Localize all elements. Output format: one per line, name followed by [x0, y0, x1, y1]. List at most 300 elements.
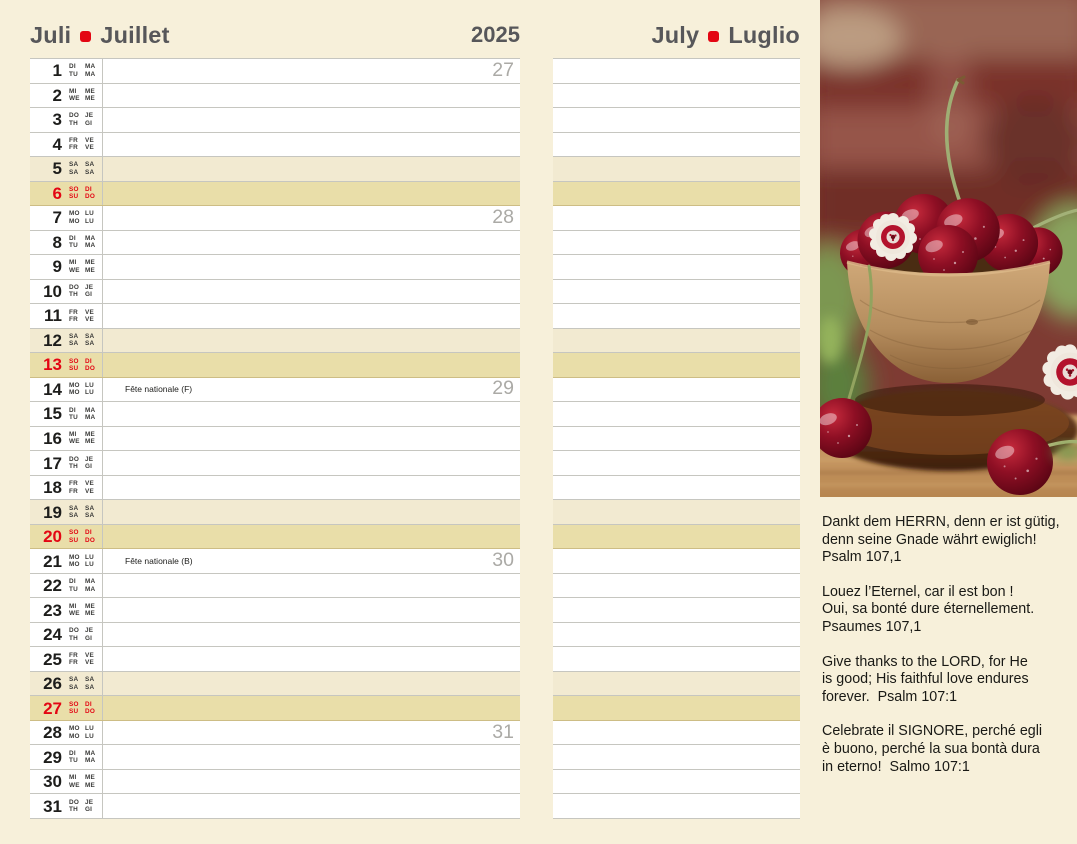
- weekday-abbreviations: [69, 284, 101, 299]
- notes-row[interactable]: [553, 280, 800, 305]
- weekday-abbr-it: DO: [85, 708, 95, 716]
- weekday-abbr-en: FR: [69, 144, 78, 152]
- day-cell: [30, 402, 103, 426]
- weekday-abbr-fr: DI: [85, 700, 92, 708]
- note-area[interactable]: [103, 206, 520, 230]
- quote-reference: forever. Psalm 107:1: [822, 688, 958, 705]
- month-title-italian: Luglio: [728, 21, 800, 48]
- day-number: 16: [43, 428, 62, 448]
- weekday-abbr-en: TH: [69, 806, 78, 814]
- notes-row[interactable]: [553, 329, 800, 354]
- notes-row[interactable]: [553, 574, 800, 599]
- day-cell: [30, 182, 103, 206]
- weekday-abbr-it: DO: [85, 193, 95, 201]
- weekday-abbreviations: [69, 63, 101, 78]
- note-area[interactable]: [103, 721, 520, 745]
- weekday-abbr-it: MA: [85, 242, 96, 250]
- weekday-abbr-it: ME: [85, 266, 95, 274]
- header-left: [30, 19, 170, 51]
- weekday-abbreviations: [69, 259, 101, 274]
- note-area[interactable]: [103, 84, 520, 108]
- weekday-abbreviations: [69, 235, 101, 250]
- notes-row[interactable]: [553, 794, 800, 819]
- day-cell: [30, 525, 103, 549]
- weekday-abbr-en: SU: [69, 536, 79, 544]
- day-cell: [30, 794, 103, 818]
- weekday-abbr-de: FR: [69, 308, 78, 316]
- day-number: 25: [43, 649, 62, 669]
- day-cell: [30, 108, 103, 132]
- note-area[interactable]: [103, 231, 520, 255]
- weekday-abbr-en: MO: [69, 389, 80, 397]
- day-cell: [30, 304, 103, 328]
- day-cell: [30, 231, 103, 255]
- day-number: 21: [43, 551, 62, 571]
- day-number: 23: [43, 600, 62, 620]
- calendar-row: [30, 304, 520, 329]
- day-number: 24: [43, 625, 62, 645]
- notes-row[interactable]: [553, 721, 800, 746]
- weekday-abbr-de: SA: [69, 676, 79, 684]
- weekday-abbr-fr: MA: [85, 63, 96, 71]
- weekday-abbr-en: TU: [69, 757, 78, 765]
- calendar-row: [30, 770, 520, 795]
- note-area[interactable]: [103, 59, 520, 83]
- notes-row[interactable]: [553, 427, 800, 452]
- weekday-abbr-fr: SA: [85, 161, 95, 169]
- day-cell: [30, 329, 103, 353]
- weekday-abbr-de: MO: [69, 553, 80, 561]
- day-number: 12: [43, 330, 62, 350]
- weekday-abbr-en: WE: [69, 610, 80, 618]
- weekday-abbr-de: MO: [69, 210, 80, 218]
- calendar-row: [30, 623, 520, 648]
- note-area[interactable]: [103, 280, 520, 304]
- weekday-abbr-fr: SA: [85, 333, 95, 341]
- notes-row[interactable]: [553, 549, 800, 574]
- notes-row[interactable]: [553, 647, 800, 672]
- notes-row[interactable]: [553, 231, 800, 256]
- weekday-abbr-de: DO: [69, 455, 79, 463]
- note-area[interactable]: [103, 623, 520, 647]
- calendar-row: [30, 402, 520, 427]
- notes-row[interactable]: [553, 59, 800, 84]
- weekday-abbr-en: TU: [69, 70, 78, 78]
- calendar-row: [30, 574, 520, 599]
- weekday-abbr-fr: ME: [85, 431, 95, 439]
- weekday-abbreviations: [69, 456, 101, 471]
- calendar-row: [30, 794, 520, 819]
- day-number: 17: [43, 453, 62, 473]
- weekday-abbreviations: [69, 652, 101, 667]
- weekday-abbr-en: TH: [69, 463, 78, 470]
- day-cell: [30, 378, 103, 402]
- weekday-abbreviations: [69, 480, 101, 495]
- day-cell: [30, 672, 103, 696]
- note-area[interactable]: [103, 696, 520, 720]
- notes-row[interactable]: [553, 157, 800, 182]
- weekday-abbreviations: [69, 799, 101, 814]
- day-number: 14: [43, 379, 62, 399]
- weekday-abbr-it: VE: [85, 144, 94, 152]
- day-cell: [30, 427, 103, 451]
- weekday-abbr-de: DO: [69, 627, 79, 635]
- weekday-abbr-fr: ME: [85, 774, 95, 782]
- notes-row[interactable]: [553, 378, 800, 403]
- day-cell: [30, 598, 103, 622]
- calendar-row: [30, 206, 520, 231]
- notes-row[interactable]: [553, 182, 800, 207]
- weekday-abbr-en: SU: [69, 708, 79, 716]
- weekday-abbr-de: SA: [69, 161, 79, 169]
- note-area[interactable]: [103, 672, 520, 696]
- weekday-abbr-fr: ME: [85, 87, 95, 95]
- weekday-abbr-de: MI: [69, 259, 77, 267]
- note-area[interactable]: [103, 378, 520, 402]
- notes-row[interactable]: [553, 525, 800, 550]
- weekday-abbr-de: DI: [69, 63, 76, 71]
- notes-row[interactable]: [553, 255, 800, 280]
- quote-italian: [822, 723, 1075, 776]
- calendar-row: [30, 280, 520, 305]
- note-area[interactable]: [103, 108, 520, 132]
- note-area[interactable]: [103, 451, 520, 475]
- weekday-abbreviations: [69, 431, 101, 446]
- note-area[interactable]: [103, 353, 520, 377]
- day-cell: [30, 133, 103, 157]
- day-cell: [30, 574, 103, 598]
- weekday-abbreviations: [69, 750, 101, 765]
- note-area[interactable]: [103, 329, 520, 353]
- day-cell: [30, 353, 103, 377]
- weekday-abbr-it: VE: [85, 659, 94, 667]
- weekday-abbr-en: SA: [69, 512, 79, 520]
- note-area[interactable]: [103, 427, 520, 451]
- weekday-abbr-it: LU: [85, 217, 94, 225]
- note-area[interactable]: [103, 255, 520, 279]
- note-area[interactable]: [103, 157, 520, 181]
- notes-row[interactable]: [553, 598, 800, 623]
- quote-line: è buono, perché la sua bontà dura: [822, 740, 1040, 757]
- weekday-abbr-en: SA: [69, 683, 79, 691]
- calendar-grid: [30, 58, 520, 819]
- note-area[interactable]: [103, 647, 520, 671]
- weekday-abbr-it: GI: [85, 806, 93, 814]
- weekday-abbr-de: FR: [69, 136, 78, 144]
- note-area[interactable]: [103, 549, 520, 573]
- note-area[interactable]: [103, 745, 520, 769]
- quote-line: is good; His faithful love endures: [822, 671, 1029, 688]
- day-number: 11: [44, 306, 62, 326]
- notes-row[interactable]: [553, 770, 800, 795]
- calendar-row: [30, 451, 520, 476]
- weekday-abbr-it: VE: [85, 487, 94, 495]
- day-number: 8: [52, 232, 62, 252]
- week-number: 27: [492, 58, 514, 81]
- note-area[interactable]: [103, 476, 520, 500]
- weekday-abbr-it: LU: [85, 561, 94, 569]
- weekday-abbr-de: DO: [69, 798, 79, 806]
- weekday-abbreviations: [69, 529, 101, 544]
- year-label: 2025: [471, 22, 520, 47]
- weekday-abbreviations: [69, 137, 101, 152]
- weekday-abbr-fr: JE: [85, 283, 94, 291]
- weekday-abbr-de: DI: [69, 406, 76, 414]
- weekday-abbreviations: [69, 333, 101, 348]
- notes-row[interactable]: [553, 84, 800, 109]
- weekday-abbr-en: TH: [69, 119, 78, 127]
- day-cell: [30, 696, 103, 720]
- weekday-abbr-de: DI: [69, 578, 76, 586]
- weekday-abbreviations: [69, 725, 101, 740]
- day-number: 6: [52, 183, 62, 203]
- month-title-french: Juillet: [100, 21, 170, 48]
- day-number: 29: [43, 747, 62, 767]
- calendar-row: [30, 59, 520, 84]
- note-area[interactable]: [103, 598, 520, 622]
- day-number: 18: [43, 478, 62, 498]
- weekday-abbr-fr: DI: [85, 529, 92, 537]
- day-number: 20: [43, 527, 62, 547]
- weekday-abbr-en: TH: [69, 291, 78, 299]
- weekday-abbr-en: TU: [69, 413, 78, 421]
- calendar-row: [30, 84, 520, 109]
- calendar-row: [30, 500, 520, 525]
- weekday-abbr-en: FR: [69, 659, 78, 667]
- day-cell: [30, 647, 103, 671]
- day-cell: [30, 280, 103, 304]
- notes-row[interactable]: [553, 353, 800, 378]
- day-number: 1: [52, 61, 62, 81]
- holiday-note: Fête nationale (F): [125, 384, 193, 395]
- weekday-abbreviations: [69, 627, 101, 642]
- note-area[interactable]: [103, 133, 520, 157]
- weekday-abbr-it: GI: [85, 634, 93, 642]
- day-cell: [30, 721, 103, 745]
- weekday-abbr-en: TH: [69, 634, 78, 642]
- weekday-abbr-it: ME: [85, 781, 95, 789]
- calendar-row: [30, 721, 520, 746]
- calendar-row: [30, 157, 520, 182]
- weekday-abbr-de: SA: [69, 504, 79, 512]
- weekday-abbr-en: SU: [69, 193, 79, 201]
- weekday-abbreviations: [69, 210, 101, 225]
- calendar-row: [30, 647, 520, 672]
- weekday-abbr-fr: LU: [85, 382, 94, 390]
- day-number: 31: [43, 796, 62, 816]
- notes-column: [553, 58, 800, 819]
- day-cell: [30, 476, 103, 500]
- weekday-abbr-de: MI: [69, 431, 77, 439]
- weekday-abbr-fr: MA: [85, 406, 96, 414]
- weekday-abbr-it: SA: [85, 168, 95, 176]
- weekday-abbr-it: MA: [85, 585, 96, 593]
- weekday-abbr-en: MO: [69, 217, 80, 225]
- weekday-abbr-it: ME: [85, 438, 95, 446]
- day-number: 4: [52, 134, 62, 154]
- weekday-abbr-fr: SA: [85, 676, 95, 684]
- note-area[interactable]: [103, 500, 520, 524]
- weekday-abbr-fr: JE: [85, 112, 94, 120]
- notes-row[interactable]: [553, 476, 800, 501]
- day-cell: [30, 84, 103, 108]
- calendar-row: [30, 525, 520, 550]
- weekday-abbr-it: MA: [85, 70, 96, 78]
- day-number: 2: [52, 85, 62, 105]
- notes-row[interactable]: [553, 500, 800, 525]
- weekday-abbr-fr: LU: [85, 553, 94, 561]
- quote-line: Oui, sa bonté dure éternellement.: [822, 601, 1035, 618]
- month-title-german: Juli: [30, 21, 72, 48]
- weekday-abbreviations: [69, 161, 101, 176]
- weekday-abbr-fr: SA: [85, 504, 95, 512]
- calendar-row: [30, 329, 520, 354]
- weekday-abbr-it: GI: [85, 119, 93, 127]
- weekday-abbr-en: TU: [69, 242, 78, 250]
- weekday-abbr-de: MI: [69, 774, 77, 782]
- week-number: 29: [492, 377, 514, 400]
- note-area[interactable]: [103, 402, 520, 426]
- quote-reference: Psaumes 107,1: [822, 618, 922, 635]
- day-number: 5: [52, 159, 62, 179]
- weekday-abbr-fr: VE: [85, 136, 94, 144]
- weekday-abbr-it: MA: [85, 413, 96, 421]
- weekday-abbr-en: WE: [69, 266, 80, 274]
- weekday-abbr-en: SA: [69, 340, 79, 348]
- calendar-row: [30, 231, 520, 256]
- weekday-abbr-fr: MA: [85, 234, 96, 242]
- weekday-abbr-it: MA: [85, 757, 96, 765]
- weekday-abbr-fr: JE: [85, 627, 94, 635]
- day-cell: [30, 206, 103, 230]
- weekday-abbr-de: MI: [69, 602, 77, 610]
- notes-row[interactable]: [553, 672, 800, 697]
- weekday-abbreviations: [69, 358, 101, 373]
- day-cell: [30, 745, 103, 769]
- note-area[interactable]: [103, 574, 520, 598]
- quote-german: [822, 514, 1075, 567]
- holiday-note: Fête nationale (B): [125, 556, 193, 567]
- weekday-abbr-fr: ME: [85, 259, 95, 267]
- weekday-abbreviations: [69, 774, 101, 789]
- quote-english: [822, 654, 1075, 707]
- weekday-abbr-fr: LU: [85, 210, 94, 218]
- weekday-abbr-fr: DI: [85, 357, 92, 365]
- quote-reference: in eterno! Salmo 107:1: [822, 758, 970, 775]
- weekday-abbr-it: SA: [85, 512, 95, 520]
- weekday-abbr-de: DI: [69, 234, 76, 242]
- notes-row[interactable]: [553, 623, 800, 648]
- calendar-row: [30, 182, 520, 207]
- weekday-abbr-it: DO: [85, 536, 95, 544]
- day-number: 3: [52, 110, 62, 130]
- weekday-abbr-de: MO: [69, 725, 80, 733]
- notes-row[interactable]: [553, 451, 800, 476]
- weekday-abbreviations: [69, 382, 101, 397]
- calendar-row: [30, 427, 520, 452]
- week-number: 28: [492, 205, 514, 228]
- quote-line: Louez l’Eternel, car il est bon !: [822, 583, 1014, 600]
- day-cell: [30, 549, 103, 573]
- weekday-abbr-de: SA: [69, 333, 79, 341]
- note-area[interactable]: [103, 794, 520, 818]
- red-square-separator-icon: [708, 31, 719, 42]
- quote-line: Give thanks to the LORD, for He: [822, 653, 1028, 670]
- notes-row[interactable]: [553, 108, 800, 133]
- month-title-english: July: [651, 21, 700, 48]
- day-cell: [30, 500, 103, 524]
- day-cell: [30, 623, 103, 647]
- weekday-abbr-fr: VE: [85, 651, 94, 659]
- quote-french: [822, 584, 1075, 637]
- day-number: 13: [43, 355, 62, 375]
- day-number: 28: [43, 723, 62, 743]
- calendar-row: [30, 745, 520, 770]
- week-number: 30: [492, 549, 514, 572]
- weekday-abbr-en: SU: [69, 364, 79, 372]
- weekday-abbr-en: FR: [69, 315, 78, 323]
- notes-row[interactable]: [553, 133, 800, 158]
- weekday-abbr-en: WE: [69, 95, 80, 103]
- weekday-abbr-de: SO: [69, 185, 79, 193]
- quote-reference: Psalm 107,1: [822, 549, 902, 566]
- notes-row[interactable]: [553, 402, 800, 427]
- cherries-photo: [820, 0, 1077, 497]
- notes-row[interactable]: [553, 304, 800, 329]
- weekday-abbr-it: DO: [85, 364, 95, 372]
- note-area[interactable]: [103, 182, 520, 206]
- quote-line: Dankt dem HERRN, denn er ist gütig,: [822, 514, 1060, 530]
- weekday-abbr-de: MI: [69, 87, 77, 95]
- weekday-abbr-fr: ME: [85, 602, 95, 610]
- weekday-abbr-de: MO: [69, 382, 80, 390]
- weekday-abbreviations: [69, 88, 101, 103]
- weekday-abbr-de: SO: [69, 529, 79, 537]
- day-number: 22: [43, 576, 62, 596]
- notes-row[interactable]: [553, 696, 800, 721]
- weekday-abbr-it: SA: [85, 340, 95, 348]
- notes-row[interactable]: [553, 206, 800, 231]
- weekday-abbr-en: MO: [69, 561, 80, 569]
- weekday-abbreviations: [69, 309, 101, 324]
- psalm-quotes: [822, 514, 1075, 793]
- note-area[interactable]: [103, 525, 520, 549]
- weekday-abbr-de: DI: [69, 749, 76, 757]
- weekday-abbr-fr: VE: [85, 308, 94, 316]
- calendar-row: [30, 133, 520, 158]
- notes-row[interactable]: [553, 745, 800, 770]
- weekday-abbr-de: FR: [69, 651, 78, 659]
- day-cell: [30, 451, 103, 475]
- weekday-abbr-de: DO: [69, 112, 79, 120]
- calendar-row: [30, 353, 520, 378]
- day-number: 10: [43, 281, 62, 301]
- note-area[interactable]: [103, 770, 520, 794]
- note-area[interactable]: [103, 304, 520, 328]
- calendar-row: [30, 696, 520, 721]
- weekday-abbr-it: LU: [85, 389, 94, 397]
- weekday-abbr-de: FR: [69, 480, 78, 488]
- day-number: 26: [43, 674, 62, 694]
- day-cell: [30, 157, 103, 181]
- weekday-abbr-fr: DI: [85, 185, 92, 193]
- weekday-abbreviations: [69, 676, 101, 691]
- weekday-abbr-it: GI: [85, 291, 93, 299]
- weekday-abbreviations: [69, 505, 101, 520]
- weekday-abbr-de: SO: [69, 357, 79, 365]
- weekday-abbreviations: [69, 407, 101, 422]
- header-right: [553, 19, 800, 51]
